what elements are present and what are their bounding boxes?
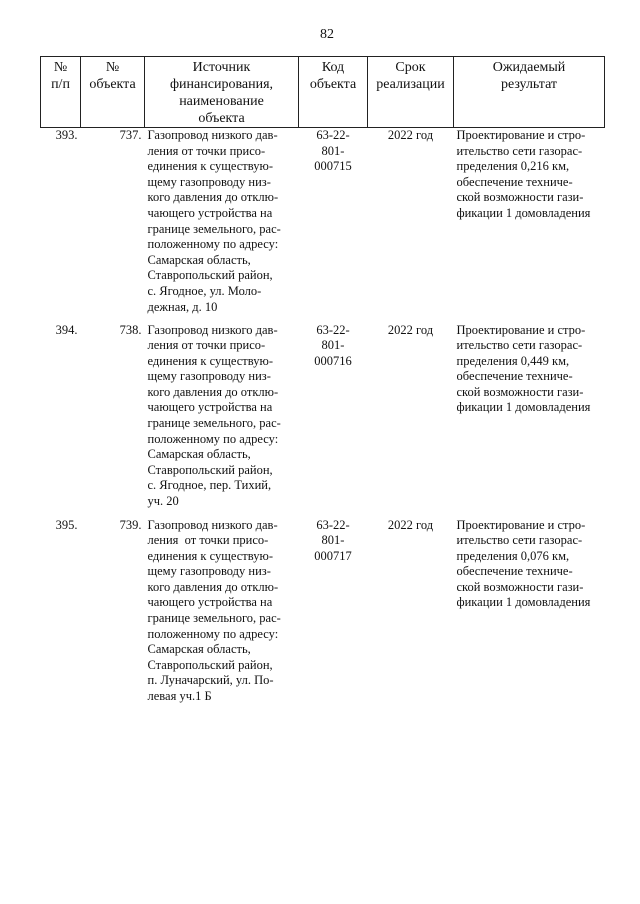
object-result: Проектирование и стро- ительство сети газорас- пределения 0,449 км, обеспечение техниче- ской возможности гази- фикации 1 домовладения — [456, 322, 591, 415]
object-result: Проектирование и стро- ительство сети газорас- пределения 0,216 км, обеспечение техниче- ской возможности гази- фикации 1 домовладения — [456, 128, 591, 220]
object-term: 2022 год — [387, 517, 434, 532]
object-number: 737. — [119, 128, 142, 142]
row-number: 395. — [55, 517, 78, 532]
object-source: Газопровод низкого дав- ления от точки присо- единения к существую- щему газопроводу низ- кого давления до отклю- чающего устройства на границе земельного, рас- положенному по адресу: Самарская область, Ставропольский район, п. Луначарский, ул. По- левая уч.1 Б — [147, 517, 281, 704]
object-result: Проектирование и стро- ительство сети газорас- пределения 0,076 км, обеспечение техниче- ской возможности гази- фикации 1 домовладения — [456, 517, 591, 610]
object-code: 63-22- 801- 000716 — [314, 322, 352, 368]
page-number: 82 — [320, 27, 334, 42]
object-number: 738. — [119, 322, 142, 337]
object-source: Газопровод низкого дав- ления от точки присо- единения к существую- щему газопроводу низ- кого давления до отклю- чающего устройства на границе земельного, рас- положенному по адресу: Самарская область, Ставропольский район, с. Ягодное, ул. Моло- дежная, д. 10 — [147, 128, 281, 314]
header-code: Код объекта — [299, 57, 368, 128]
header-source: Источник финансирования, наименование объекта — [145, 57, 299, 128]
header-term: Срок реализации — [368, 57, 454, 128]
object-code: 63-22- 801- 000717 — [314, 517, 352, 563]
row-number: 394. — [55, 322, 78, 337]
table-row — [41, 128, 605, 323]
table-row — [41, 323, 605, 518]
header-result: Ожидаемый результат — [454, 57, 605, 128]
object-source: Газопровод низкого дав- ления от точки присо- единения к существую- щему газопроводу низ- кого давления до отклю- чающего устройства на границе земельного, рас- положенному по адресу: Самарская область, Ставропольский район, с. Ягодное, пер. Тихий, уч. 20 — [147, 322, 281, 509]
object-number: 739. — [119, 517, 142, 532]
object-term: 2022 год — [387, 128, 434, 142]
object-term: 2022 год — [387, 322, 434, 337]
table-header-row — [41, 57, 605, 128]
header-object-number: № объекта — [81, 57, 145, 128]
object-code: 63-22- 801- 000715 — [314, 128, 352, 174]
header-row-number: № п/п — [41, 57, 81, 128]
row-number: 393. — [55, 128, 78, 142]
table-row — [41, 518, 605, 713]
objects-table — [40, 56, 605, 713]
